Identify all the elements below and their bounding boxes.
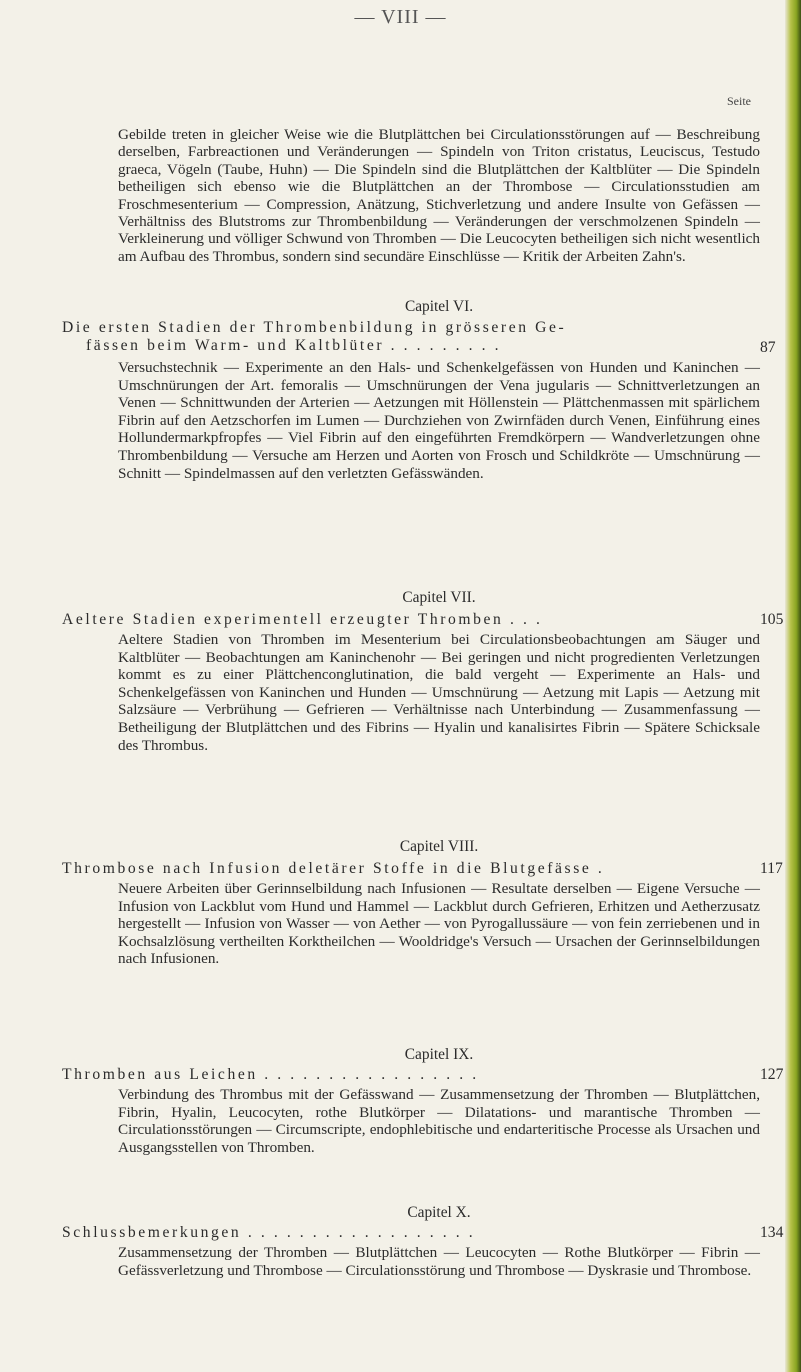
chapter-label: Capitel IX. (404, 1046, 474, 1063)
chapter-title-line1: Thromben aus Leichen . . . . . . . . . . . . . . . . . (62, 1066, 479, 1083)
intro-text: Gebilde treten in gleicher Weise wie die Blutplättchen bei Circulationsstörungen auf — Beschreibung derselben, Farbreactionen und Veränderungen — Spindeln von Triton cristatus, Leuciscus, Testudo graeca, Vögeln (Taube, Huhn) — Die Spindeln sind die Blutplättchen der Kaltblüter — Die Spindeln betheiligen sich ebenso wie die Blutplättchen an der Thrombose — Circulationsstudien am Froschmesenterium — Compression, Anätzung, Stichverletzung und andere Insulte von Gefässen — Verhältniss des Blutstroms zur Thrombenbildung — Veränderungen der verschmolzenen Spindeln — Verkleinerung und völliger Schwund von Thromben — Die Leucocyten betheiligen sich nicht wesentlich am Aufbau des Thrombus, sondern sind secundäre Einschlüsse — Kritik der Arbeiten Zahn's. (118, 126, 760, 265)
chapter-description: Zusammensetzung der Thromben — Blutplättchen — Leucocyten — Rothe Blutkörper — Fibrin — Gefässverletzung und Thrombose — Circulationsstörung und Thrombose — Dyskrasie und Thrombose. (118, 1244, 760, 1279)
page-edge (785, 0, 801, 1372)
chapter-label: Capitel VIII. (399, 838, 479, 855)
chapter-title (62, 319, 764, 355)
chapter-description: Neuere Arbeiten über Gerinnselbildung nach Infusionen — Resultate derselben — Eigene Versuche — Infusion von Lackblut vom Hund und Hammel — Lackblut durch Gefrieren, Erhitzen und Aetherzusatz hergestellt — Infusion von Wasser — von Aether — von Pyrogallussäure — von fein zerriebenen und in Kochsalzlösung vertheilten Korktheilchen — Wooldridge's Versuch — Ursachen der Gerinnselbildungen nach Infusionen. (118, 880, 760, 968)
chapter-page-number: 105 (760, 611, 784, 628)
chapter-label: Capitel VII. (402, 589, 476, 606)
chapter-label: Capitel X. (407, 1204, 471, 1221)
chapter-title-line1: Aeltere Stadien experimentell erzeugter Thromben . . . (62, 611, 543, 628)
chapter-page-number: 134 (760, 1224, 784, 1241)
chapter-description: Aeltere Stadien von Thromben im Mesenterium bei Circulationsbeobachtungen am Säuger und Kaltblüter — Beobachtungen am Kaninchenohr — Bei geringen und nicht progredienten Verletzungen kommt es zu einer Plättchenconglutination, die bald vergeht — Experimente an Hals- und Schenkelgefässen von Kaninchen und Hunden — Umschnürung — Aetzung mit Lapis — Aetzung mit Salzsäure — Verbrühung — Gefrieren — Verhältnisse nach Unterbindung — Zusammenfassung — Betheiligung der Blutplättchen und des Fibrins — Hyalin und kanalisirtes Fibrin — Spätere Schicksale des Thrombus. (118, 631, 760, 754)
chapter-page-number: 127 (760, 1066, 784, 1083)
chapter-title (62, 1224, 764, 1242)
chapter-title (62, 1066, 764, 1084)
chapter-description: Versuchstechnik — Experimente an den Hals- und Schenkelgefässen von Hunden und Kaninchen — Umschnürungen der Art. femoralis — Umschnürungen der Vena jugularis — Schnittverletzungen an Venen — Schnittwunden der Arterien — Aetzungen mit Höllenstein — Plättchenmassen mit spärlichem Fibrin auf den Aetzschorfen im Lumen — Durchziehen von Zwirnfäden durch Venen, Einführung eines Hollundermarkpfropfes — Viel Fibrin auf den eingeführten Fremdkörpern — Wandverletzungen ohne Thrombenbildung — Versuche am Herzen und Aorten von Frosch und Schildkröte — Umschnürung — Schnitt — Spindelmassen auf den verletzten Gefässwänden. (118, 359, 760, 482)
chapter-page-number: 87 (760, 339, 776, 356)
chapter-page-number: 117 (760, 860, 783, 877)
chapter-description: Verbindung des Thrombus mit der Gefässwand — Zusammensetzung der Thromben — Blutplättchen, Fibrin, Hyalin, Leucocyten, rothe Blutkörper — Dilatations- und marantische Thromben — Circulationsstörungen — Circumscripte, endophlebitische und endarteritische Processe als Ursachen und Ausgangsstellen von Thromben. (118, 1086, 760, 1156)
page-header: — VIII — (354, 6, 447, 28)
chapter-title (62, 860, 764, 878)
chapter-title (62, 611, 764, 629)
chapter-title-line1: Thrombose nach Infusion deletärer Stoffe in die Blutgefässe . (62, 860, 605, 877)
chapter-title-line2: fässen beim Warm- und Kaltblüter . . . . . . . . . (86, 337, 502, 354)
chapter-title-line1: Die ersten Stadien der Thrombenbildung in grösseren Ge- (62, 319, 567, 336)
chapter-label: Capitel VI. (404, 298, 474, 315)
column-header: Seite (727, 94, 751, 108)
chapter-title-line1: Schlussbemerkungen . . . . . . . . . . . . . . . . . . (62, 1224, 476, 1241)
